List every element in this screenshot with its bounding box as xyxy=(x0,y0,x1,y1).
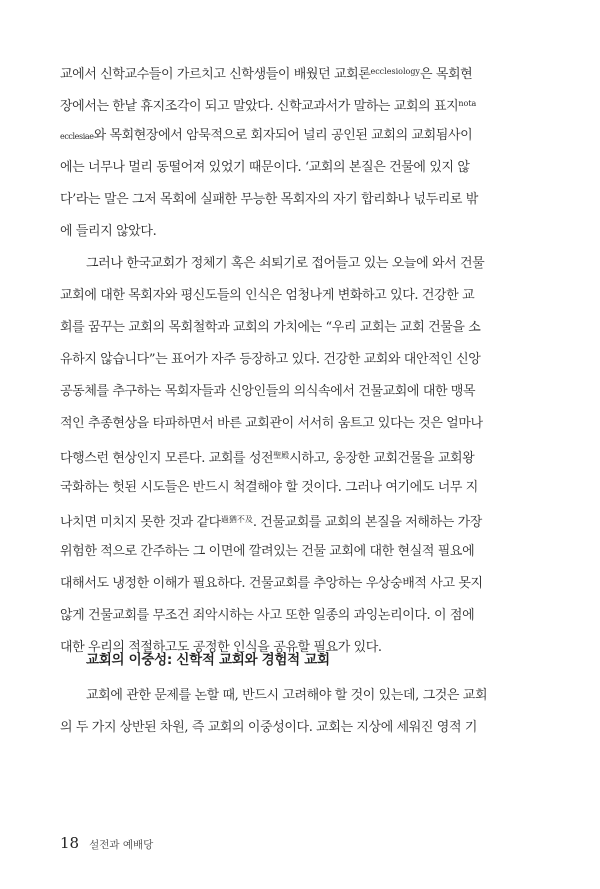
text-line: 교회에 대한 목회자와 평신도들의 인식은 엄청나게 변화하고 있다. 건강한 교 xyxy=(60,288,475,303)
text-line: 다’라는 말은 그저 목회에 실패한 무능한 목회자의 자기 합리화나 넋두리로 밖 xyxy=(60,192,478,207)
text-line: 적인 추종현상을 타파하면서 바른 교회관이 서서히 움트고 있다는 것은 얼마나 xyxy=(60,416,483,431)
text-line: 교회에 관한 문제를 논할 때, 반드시 고려해야 할 것이 있는데, 그것은 교회 xyxy=(86,688,488,703)
paragraph-1 xyxy=(60,56,540,248)
page-footer xyxy=(60,834,153,852)
paragraph-3 xyxy=(60,680,540,744)
hanja-sacred: 聖殿 xyxy=(273,451,290,460)
text-line: 국화하는 헛된 시도들은 반드시 척결해야 할 것이다. 그러나 여기에도 너무 지 xyxy=(60,480,478,495)
paragraph-2 xyxy=(60,248,540,664)
text-line: 대해서도 냉정한 이해가 필요하다. 건물교회를 추앙하는 우상숭배적 사고 못지 xyxy=(60,576,483,591)
text-line: 에 들리지 않았다. xyxy=(60,224,157,239)
term-ecclesiae: ecclesiae xyxy=(60,132,94,141)
text-line: ecclesiae와 목회현장에서 암묵적으로 회자되어 널리 공인된 교회의 교회됨사이 xyxy=(60,128,473,143)
text-line: 교에서 신학교수들이 가르치고 신학생들이 배웠던 교회론$^{ecclesiology}$은 목회현 xyxy=(60,67,473,82)
section-heading: 교회의 이중성: 신학적 교회와 경험적 교회 xyxy=(86,652,330,668)
text-line: 장에서는 한낱 휴지조각이 되고 말았다. 신학교과서가 말하는 교회의 표지$^{nota}$ xyxy=(60,99,477,114)
term-ecclesiology: ecclesiology xyxy=(370,67,420,76)
text-line: 공동체를 추구하는 목회자들과 신앙인들의 의식속에서 건물교회에 대한 맹목 xyxy=(60,384,476,399)
text-line: 유하지 않습니다”는 표어가 자주 등장하고 있다. 건강한 교회와 대안적인 신앙 xyxy=(60,352,481,367)
running-title: 설전과 예배당 xyxy=(89,839,154,851)
text-line: 에는 너무나 멀리 동떨어져 있었기 때문이다. ‘교회의 본질은 건물에 있지 않 xyxy=(60,160,470,175)
text-line: 그러나 한국교회가 정체기 혹은 쇠퇴기로 접어들고 있는 오늘에 와서 건물 xyxy=(86,256,485,271)
text-line: 나치면 미치지 못한 것과 같다$^{過猶不及}$. 건물교회를 교회의 본질을 저해하는 가장 xyxy=(60,515,482,530)
text-line: 않게 건물교회를 무조건 죄악시하는 사고 또한 일종의 과잉논리이다. 이 점에 xyxy=(60,608,475,623)
text-line: 의 두 가지 상반된 차원, 즉 교회의 이중성이다. 교회는 지상에 세워진 영적 기 xyxy=(60,720,477,735)
hanja-excess: 過猶不及 xyxy=(220,515,253,524)
text-line: 다행스런 현상인지 모른다. 교회를 성전$^{聖殿}$시하고, 웅장한 교회건물을 교회왕 xyxy=(60,451,475,466)
text-line: 회를 꿈꾸는 교회의 목회철학과 교회의 가치에는 “우리 교회는 교회 건물을 소 xyxy=(60,320,481,335)
text-line: 위험한 적으로 간주하는 그 이면에 깔려있는 건물 교회에 대한 현실적 필요에 xyxy=(60,544,475,559)
page-number: 18 xyxy=(60,834,80,852)
text-line: 대한 우리의 적절하고도 공정한 인식을 공유할 필요가 있다. xyxy=(60,640,382,655)
term-nota: nota xyxy=(458,99,477,108)
